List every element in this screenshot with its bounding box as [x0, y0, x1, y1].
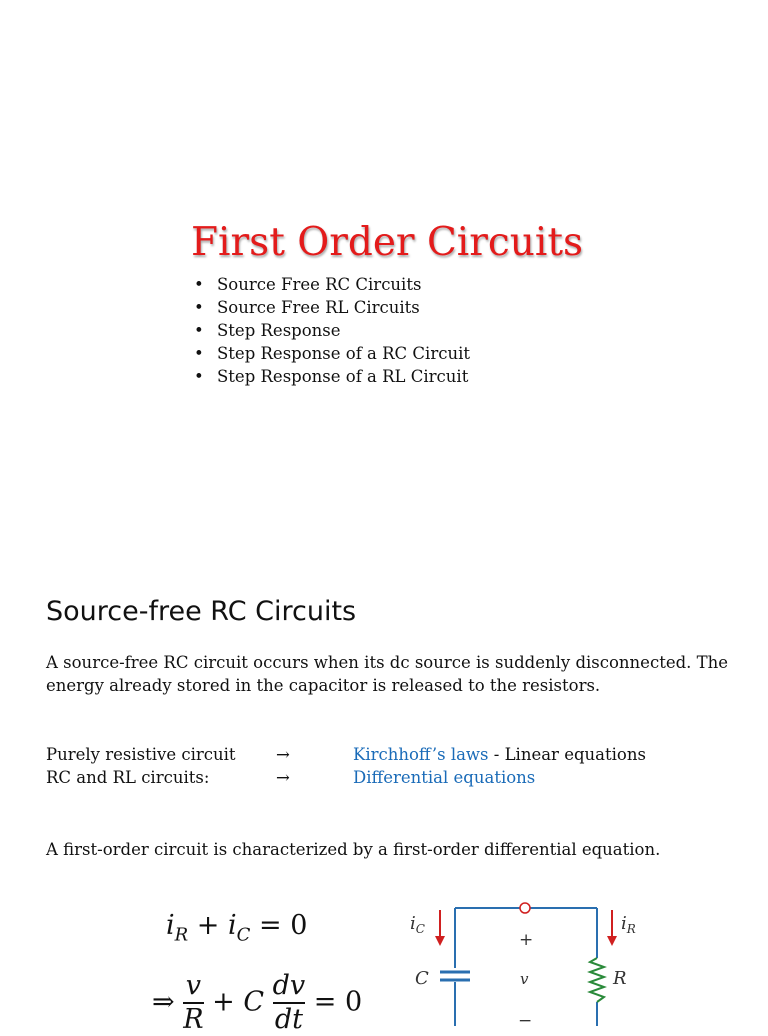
list-item-label: Step Response of a RC Circuit	[217, 344, 470, 363]
kirchhoff-link[interactable]: Kirchhoff’s laws	[353, 745, 489, 764]
section-title: Source-free RC Circuits	[46, 596, 357, 627]
slide-title: First Order Circuits	[191, 220, 584, 265]
differential-equations-link[interactable]: Differential equations	[353, 768, 536, 787]
list-item-label: Step Response of a RL Circuit	[217, 367, 469, 386]
list-item-label: Source Free RC Circuits	[217, 275, 422, 294]
intro-paragraph	[46, 651, 728, 697]
list-item	[194, 365, 470, 388]
list-item-label: Step Response	[217, 321, 341, 340]
intro-line: A source-free RC circuit occurs when its dc source is suddenly disconnected. The	[46, 653, 729, 672]
row-value: - Linear equations	[488, 745, 646, 764]
bullet-icon: •	[194, 298, 204, 317]
arrow-right-icon: →	[276, 768, 290, 787]
list-item	[194, 296, 470, 319]
arrow-down-icon	[607, 936, 617, 946]
list-item	[194, 273, 470, 296]
kcl-equation: $i_R + i_C = 0$	[166, 910, 308, 946]
bullet-icon: •	[194, 321, 204, 340]
statement: A first-order circuit is characterized by a first-order differential equation.	[46, 840, 661, 859]
topic-list	[194, 273, 470, 388]
voltage-label: v	[520, 970, 529, 988]
list-item-label: Source Free RL Circuits	[217, 298, 420, 317]
list-item	[194, 319, 470, 342]
plus-sign: +	[519, 930, 534, 950]
resistor-label: R	[613, 968, 627, 989]
terminal-node	[520, 903, 530, 913]
ic-label: $i_C$	[410, 913, 425, 936]
rc-circuit-diagram	[400, 896, 660, 1026]
differential-equation: ⇒ $\frac{v}{R}$ + C $\frac{dv}{dt}$ = 0	[152, 970, 363, 1035]
capacitor-label: C	[415, 968, 429, 989]
bullet-icon: •	[194, 367, 204, 386]
row-label: Purely resistive circuit	[46, 745, 236, 764]
arrow-down-icon	[435, 936, 445, 946]
bullet-icon: •	[194, 275, 204, 294]
bullet-icon: •	[194, 344, 204, 363]
minus-sign: −	[518, 1011, 533, 1026]
intro-line: energy already stored in the capacitor is released to the resistors.	[46, 676, 601, 695]
arrow-right-icon: →	[276, 745, 290, 764]
resistor-icon	[590, 958, 604, 1002]
list-item	[194, 342, 470, 365]
row-label: RC and RL circuits:	[46, 768, 210, 787]
ir-label: $i_R$	[621, 913, 636, 936]
